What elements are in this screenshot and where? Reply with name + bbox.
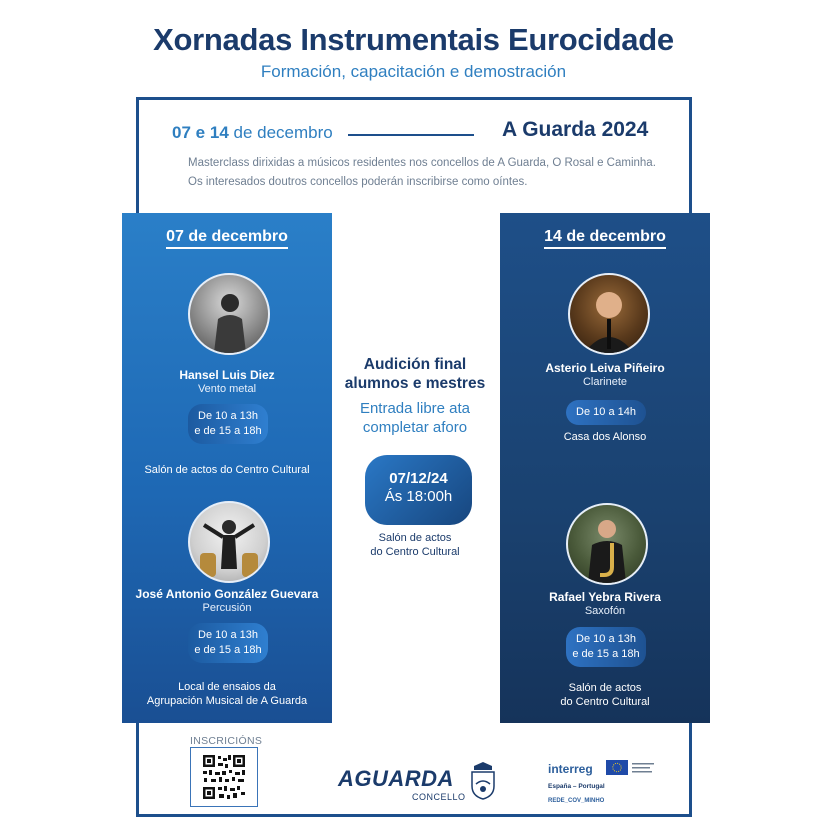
- free-entry-text: Entrada libre ata completar aforo: [359, 400, 471, 436]
- schedule-badge: De 10 a 13h e de 15 a 18h: [566, 627, 646, 667]
- interreg-logo: [548, 762, 605, 804]
- final-date-badge: [365, 455, 472, 525]
- instrument-label: Saxofón: [584, 605, 626, 617]
- schedule-badge: De 10 a 14h: [566, 400, 646, 425]
- dates-heading: [172, 123, 333, 143]
- person-with-saxophone-icon: [568, 505, 646, 583]
- final-audition-title: Audición final alumnos e mestres: [344, 356, 486, 392]
- left-day-column: [122, 213, 332, 723]
- heading-divider: [348, 134, 474, 136]
- date-month: de decembro: [233, 123, 333, 142]
- person-silhouette-icon: [190, 275, 268, 353]
- qr-code-icon[interactable]: [190, 747, 258, 807]
- interreg-sub: España – Portugal: [548, 783, 605, 790]
- asterio-photo: [568, 273, 650, 355]
- place-year: A Guarda 2024: [502, 118, 649, 141]
- right-day-heading: 14 de decembro: [500, 228, 710, 246]
- eu-flag-icon: [606, 760, 628, 775]
- venue-label: Local de ensaios da Agrupación Musical de A Guarda: [146, 681, 308, 707]
- logo-name: AGUARDA: [338, 766, 454, 791]
- date-day1: 07: [172, 123, 191, 142]
- date-and: e: [195, 123, 206, 142]
- interreg-network: REDE_COV_MINHO: [548, 798, 605, 804]
- final-date: 07/12/24: [389, 470, 448, 487]
- poster-title: Xornadas Instrumentais Eurocidade: [153, 22, 674, 57]
- logo-sub: CONCELLO: [412, 792, 466, 802]
- date-day2: 14: [209, 123, 229, 142]
- instructor-name: Hansel Luis Diez: [179, 368, 275, 382]
- person-with-drums-icon: [190, 503, 268, 581]
- rafael-photo: [566, 503, 648, 585]
- hansel-photo: [188, 273, 270, 355]
- venue-label: Salón de actos do Centro Cultural: [144, 464, 310, 476]
- final-venue: Salón de actos do Centro Cultural: [370, 532, 460, 558]
- cofunded-text-icon: [632, 762, 656, 774]
- schedule-badge: De 10 a 13h e de 15 a 18h: [188, 404, 268, 444]
- right-day-column: [500, 213, 710, 723]
- person-with-clarinet-icon: [570, 275, 648, 353]
- concello-logo: [338, 766, 466, 802]
- qr-pattern: [191, 748, 257, 806]
- poster-subtitle: Formación, capacitación e demostración: [260, 62, 567, 81]
- venue-label: Casa dos Alonso: [563, 431, 647, 443]
- schedule-badge: De 10 a 13h e de 15 a 18h: [188, 623, 268, 663]
- instrument-label: Percusión: [202, 602, 252, 614]
- left-day-heading: 07 de decembro: [122, 228, 332, 246]
- intro-text: Masterclass dirixidas a músicos residentes nos concellos de A Guarda, O Rosal e Caminha. Os interesados doutros concellos poderán inscribirse como oíntes.: [188, 157, 656, 188]
- instrument-label: Vento metal: [197, 383, 257, 395]
- instructor-name: Asterio Leiva Piñeiro: [545, 361, 665, 375]
- interreg-name: interreg: [548, 762, 593, 776]
- instrument-label: Clarinete: [582, 376, 628, 388]
- instructor-name: José Antonio González Guevara: [135, 587, 319, 601]
- inscriptions-label: INSCRICIÓNS: [190, 735, 263, 747]
- instructor-name: Rafael Yebra Rivera: [549, 590, 661, 604]
- coat-of-arms-icon: [468, 762, 498, 800]
- venue-label: Salón de actos do Centro Cultural: [560, 682, 650, 708]
- jose-antonio-photo: [188, 501, 270, 583]
- final-time: Ás 18:00h: [384, 488, 453, 505]
